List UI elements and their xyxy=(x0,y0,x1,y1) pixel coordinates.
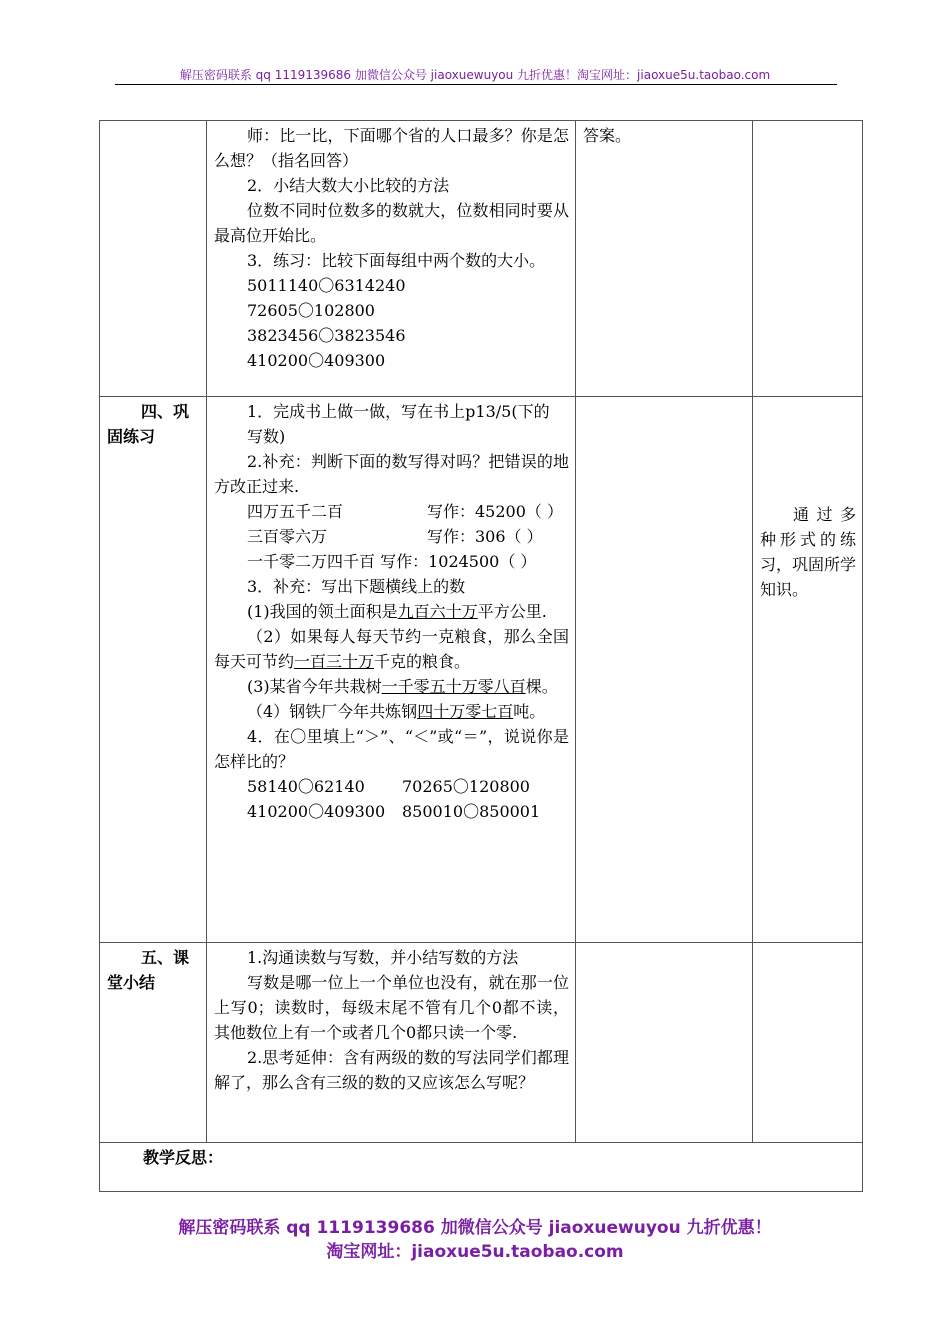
compare-item: 70265〇120800 xyxy=(402,777,530,796)
text-line: 位数不同时位数多的数就大，位数相同时要从最高位开始比。 xyxy=(214,201,569,245)
text-line: 3．补充：写出下题横线上的数 xyxy=(247,577,466,596)
text-line: 2.补充：判断下面的数写得对吗？把错误的地方改正过来. xyxy=(214,452,569,496)
content-cell-summary xyxy=(207,943,576,1143)
section-title: 五、课 xyxy=(141,948,190,967)
reflection-label: 教学反思： xyxy=(143,1148,224,1167)
page-footer xyxy=(0,1216,950,1264)
compare-item: 58140〇62140 xyxy=(247,777,365,796)
header-divider xyxy=(115,84,837,85)
question-item xyxy=(214,624,569,674)
text-line: 写数是哪一位上一个单位也没有，就在那一位上写0；读数时，每级末尾不管有几个0都不读，其他数位上有一个或者几个0都只读一个零. xyxy=(214,973,569,1042)
compare-item: 410200〇409300 xyxy=(247,802,386,821)
design-note: 通过多种形式的练习，巩固所学知识。 xyxy=(760,505,857,599)
write-item-words: 四万五千二百 xyxy=(247,502,344,521)
note-cell-empty xyxy=(753,121,863,397)
note-cell-empty xyxy=(753,943,863,1143)
note-cell-consolidation xyxy=(753,397,863,943)
exercise-item: 3823456〇3823546 xyxy=(247,326,406,345)
write-item xyxy=(214,499,569,524)
text-line: 师：比一比，下面哪个省的人口最多？你是怎么想？（指名回答） xyxy=(214,126,569,170)
section-cell-empty xyxy=(100,121,207,397)
text-line: 写数) xyxy=(247,427,286,446)
lesson-plan-table xyxy=(99,120,863,1192)
text-line: 3．练习：比较下面每组中两个数的大小。 xyxy=(247,251,546,270)
section-cell-consolidation xyxy=(100,397,207,943)
write-item: 一千零二万四千百 写作：1024500（ ） xyxy=(247,552,537,571)
text-line: 1．完成书上做一做，写在书上p13/5(下的 xyxy=(247,402,550,421)
question-text: 吨。 xyxy=(513,702,546,721)
section-title-cont: 固练习 xyxy=(107,427,156,446)
write-item-answer: 写作：45200（ ） xyxy=(427,502,563,521)
content-cell-comparison xyxy=(207,121,576,397)
student-cell-answer xyxy=(576,121,753,397)
lesson-table-container xyxy=(99,120,862,1192)
reflection-cell xyxy=(100,1143,863,1192)
write-item-answer: 写作：306（ ） xyxy=(427,527,543,546)
underlined-number: 四十万零七百 xyxy=(417,702,514,721)
exercise-item: 72605〇102800 xyxy=(247,301,375,320)
content-cell-consolidation xyxy=(207,397,576,943)
question-text: 棵。 xyxy=(525,677,558,696)
question-item xyxy=(214,699,569,724)
exercise-item: 410200〇409300 xyxy=(247,351,386,370)
question-item xyxy=(214,599,569,624)
section-title-cont: 堂小结 xyxy=(107,973,156,992)
footer-line-2: 淘宝网址：jiaoxue5u.taobao.com xyxy=(326,1242,624,1262)
compare-row xyxy=(214,799,569,824)
text-line: 1.沟通读数与写数，并小结写数的方法 xyxy=(247,948,519,967)
question-text: 平方公里. xyxy=(477,602,547,621)
student-cell-empty xyxy=(576,397,753,943)
text-line: 2．小结大数大小比较的方法 xyxy=(247,176,450,195)
section-title: 四、巩 xyxy=(141,402,190,421)
question-item xyxy=(214,674,569,699)
compare-row xyxy=(214,774,569,799)
underlined-number: 九百六十万 xyxy=(397,602,478,621)
exercise-item: 5011140〇6314240 xyxy=(247,276,406,295)
row-summary xyxy=(100,943,863,1143)
page-header: 解压密码联系 qq 1119139686 加微信公众号 jiaoxuewuyou 九折优惠！淘宝网址：jiaoxue5u.taobao.com xyxy=(179,68,771,82)
question-text: （2）如果每人每天节约一克粮食，那么全国每天可节约 xyxy=(214,627,569,671)
text-line: 2.思考延伸：含有两级的数的写法同学们都理解了，那么含有三级的数的又应该怎么写呢？ xyxy=(214,1048,569,1092)
underlined-number: 一千零五十万零八百 xyxy=(381,677,526,696)
section-cell-summary xyxy=(100,943,207,1143)
underlined-number: 一百三十万 xyxy=(294,652,375,671)
student-cell-empty xyxy=(576,943,753,1143)
row-comparison xyxy=(100,121,863,397)
question-text: (1)我国的领土面积是 xyxy=(247,602,398,621)
question-text: 千克的粮食。 xyxy=(374,652,471,671)
answer-text: 答案。 xyxy=(583,126,632,145)
question-text: (3)某省今年共栽树 xyxy=(247,677,382,696)
write-item-words: 三百零六万 xyxy=(247,527,328,546)
write-item xyxy=(214,524,569,549)
compare-item: 850010〇850001 xyxy=(402,802,541,821)
row-reflection xyxy=(100,1143,863,1192)
question-text: （4）钢铁厂今年共炼钢 xyxy=(247,702,418,721)
footer-line-1: 解压密码联系 qq 1119139686 加微信公众号 jiaoxuewuyou 九折优惠！ xyxy=(178,1218,772,1238)
row-consolidation xyxy=(100,397,863,943)
text-line: 4．在〇里填上“＞”、“＜”或“＝”，说说你是怎样比的？ xyxy=(214,727,569,771)
